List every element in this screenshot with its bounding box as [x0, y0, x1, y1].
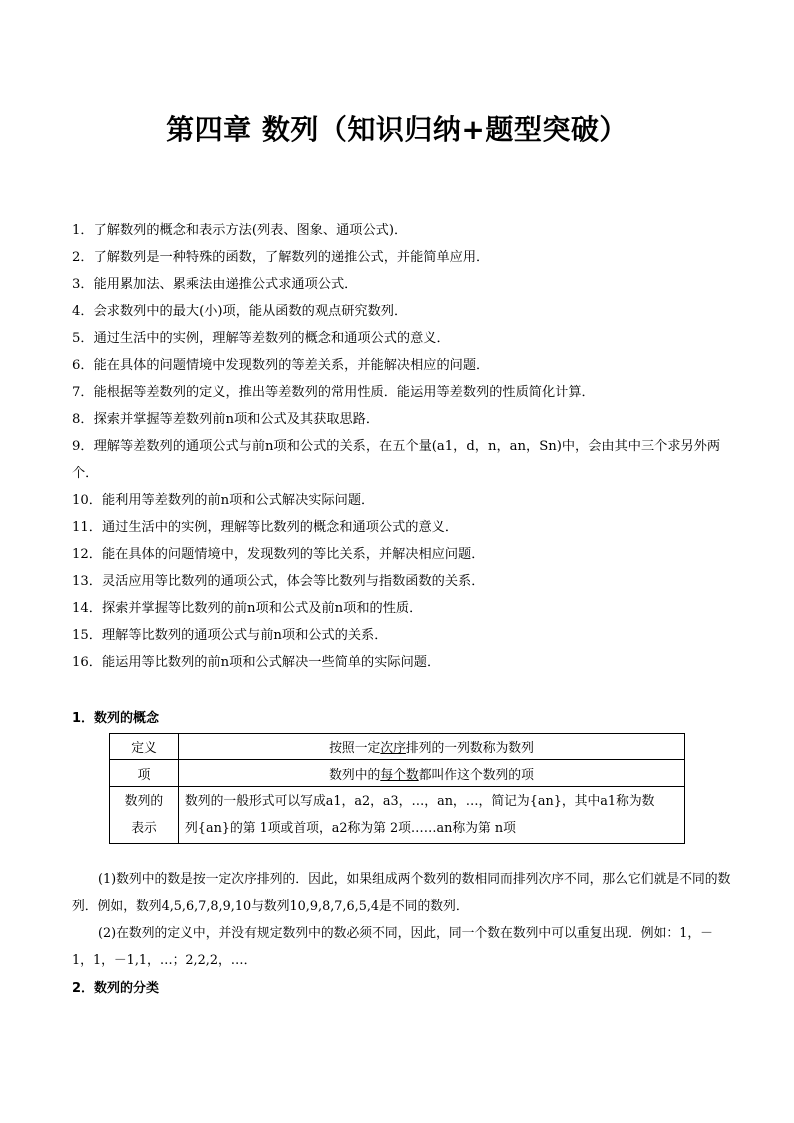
objective-2: 2．了解数列是一种特殊的函数，了解数列的递推公式，并能简单应用． — [72, 250, 490, 265]
objective-14: 14．探索并掌握等比数列的前n项和公式及前n项和的性质． — [72, 601, 423, 616]
objective-13: 13．灵活应用等比数列的通项公式，体会等比数列与指数函数的关系． — [72, 574, 485, 589]
definition-table — [109, 733, 685, 844]
objective-8: 8．探索并掌握等差数列前n项和公式及其获取思路． — [72, 412, 380, 427]
table-value: 数列的一般形式可以写成a1，a2，a3，…，an，…，简记为{an}，其中a1称为数 列{an}的第 1项或首项，a2称为第 2项……an称为第 n项 — [179, 787, 685, 844]
page-title: 第四章 数列（知识归纳+题型突破） — [166, 113, 628, 146]
objectives-list — [72, 217, 732, 676]
table-key: 数列的 表示 — [110, 787, 179, 844]
table-row — [110, 787, 685, 844]
objective-16: 16．能运用等比数列的前n项和公式解决一些简单的实际问题． — [72, 655, 441, 670]
objective-4: 4．会求数列中的最大(小)项，能从函数的观点研究数列． — [72, 304, 408, 319]
objective-11: 11．通过生活中的实例，理解等比数列的概念和通项公式的意义． — [72, 520, 459, 535]
objective-12: 12．能在具体的问题情境中，发现数列的等比关系，并解决相应问题． — [72, 547, 485, 562]
objective-3: 3．能用累加法、累乘法由递推公式求通项公式． — [72, 277, 358, 292]
objective-5: 5．通过生活中的实例，理解等差数列的概念和通项公式的意义． — [72, 331, 450, 346]
table-key: 定义 — [110, 734, 179, 760]
objective-1: 1．了解数列的概念和表示方法(列表、图象、通项公式)． — [72, 223, 408, 238]
section-heading-concept: 1．数列的概念 — [72, 711, 160, 726]
section-heading-classification: 2．数列的分类 — [72, 981, 160, 996]
table-key: 项 — [110, 760, 179, 787]
note-1: (1)数列中的数是按一定次序排列的．因此，如果组成两个数列的数相同而排列次序不同，那么它们就是不同的数列．例如，数列4,5,6,7,8,9,10与数列10,9,8,7,6,5,4是不同的数列． — [72, 872, 731, 914]
objective-9: 9．理解等差数列的通项公式与前n项和公式的关系，在五个量(a1，d，n，an，Sn)中，会由其中三个求另外两个． — [72, 439, 721, 481]
objective-7: 7．能根据等差数列的定义，推出等差数列的常用性质．能运用等差数列的性质简化计算． — [72, 385, 595, 400]
table-value: 按照一定次序排列的一列数称为数列 — [179, 734, 685, 760]
table-row — [110, 760, 685, 787]
note-2: (2)在数列的定义中，并没有规定数列中的数必须不同，因此，同一个数在数列中可以重复出现．例如：1，－1，1，－1,1，…；2,2,2，…． — [72, 926, 713, 968]
objective-15: 15．理解等比数列的通项公式与前n项和公式的关系． — [72, 628, 388, 643]
objective-6: 6．能在具体的问题情境中发现数列的等差关系，并能解决相应的问题． — [72, 358, 490, 373]
notes — [72, 866, 732, 974]
table-row — [110, 734, 685, 760]
table-value: 数列中的每个数都叫作这个数列的项 — [179, 760, 685, 787]
objective-10: 10．能利用等差数列的前n项和公式解决实际问题． — [72, 493, 375, 508]
